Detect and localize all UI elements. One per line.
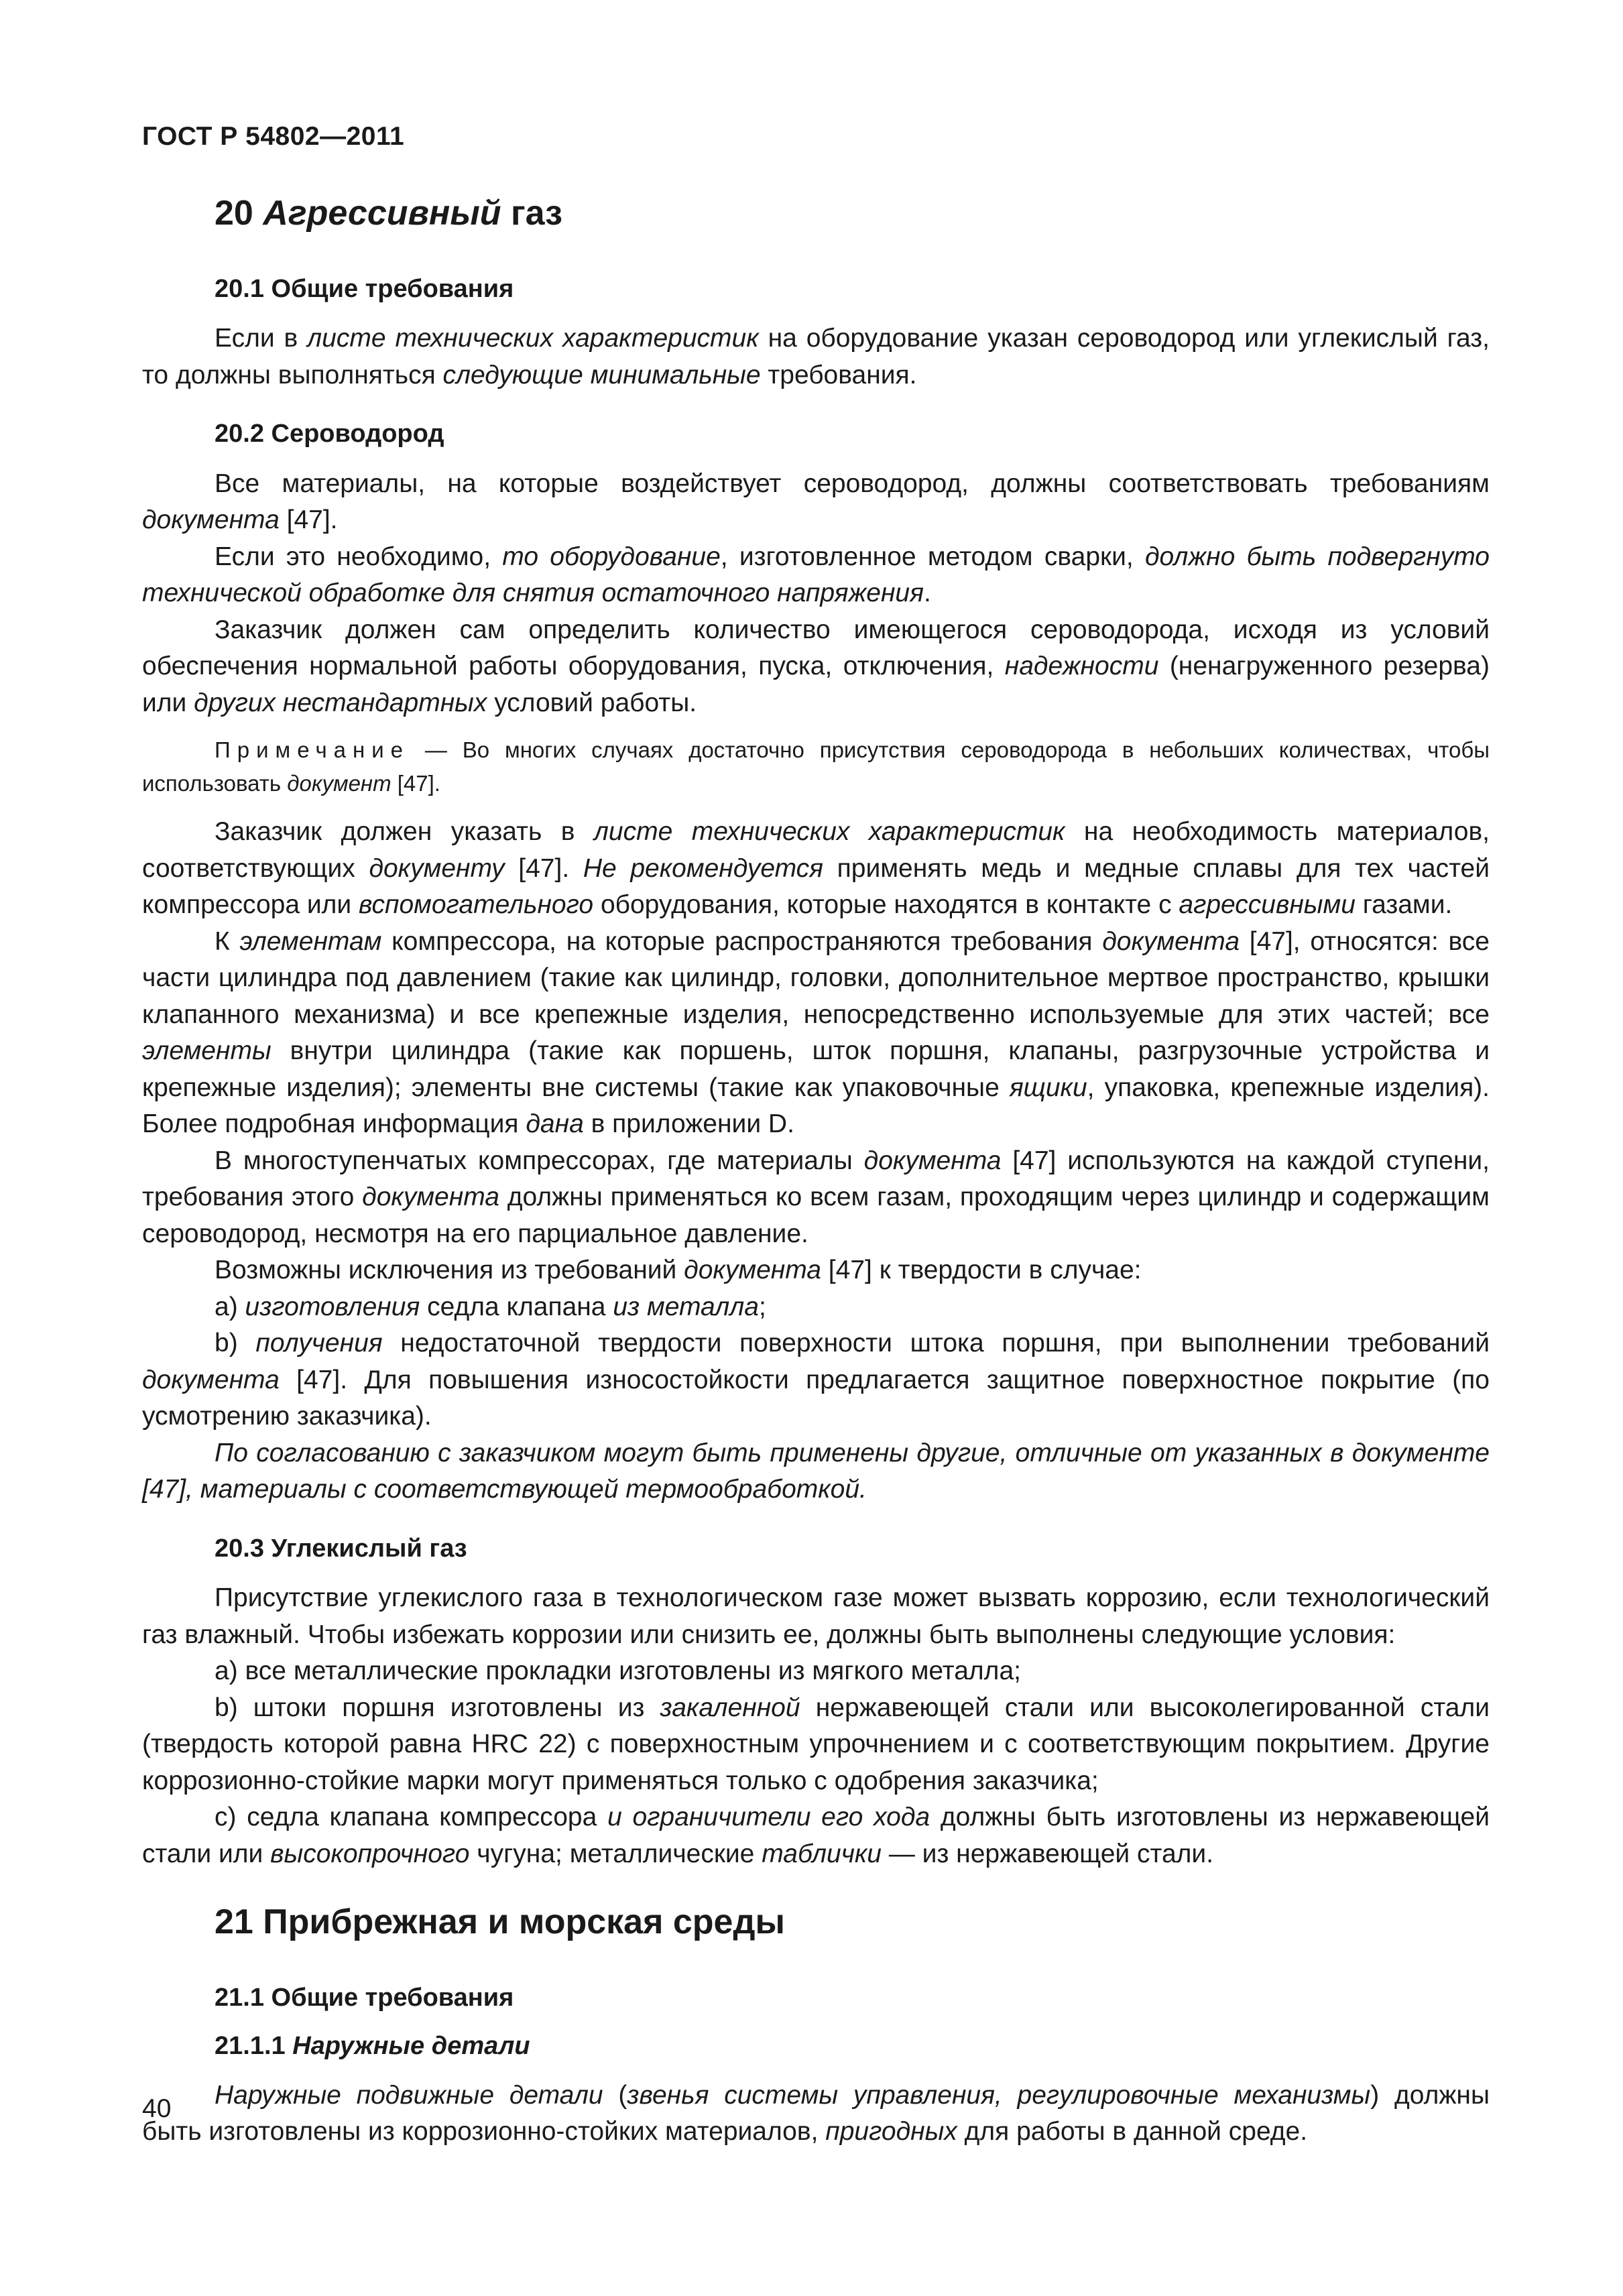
document-header: ГОСТ Р 54802—2011 xyxy=(142,122,405,151)
paragraph: По согласованию с заказчиком могут быть применены другие, отличные от указанных в документе [47], материалы с соответствующей термообработкой. xyxy=(142,1438,1490,1504)
paragraph: Возможны исключения из требований документа [47] к твердости в случае: xyxy=(215,1256,1142,1285)
paragraph: Если это необходимо, то оборудование, изготовленное методом сварки, должно быть подвергнуто технической обработке для снятия остаточного напряжения. xyxy=(142,542,1490,608)
paragraph: Если в листе технических характеристик на оборудование указан сероводород или углекислый газ, то должны выполняться следующие минимальные требования. xyxy=(142,324,1490,389)
list-item: b) получения недостаточной твердости поверхности штока поршня, при выполнении требований документа [47]. Для повышения износостойкости предлагается защитное поверхностное покрытие (по усмотрению заказчика). xyxy=(142,1329,1490,1431)
page-number: 40 xyxy=(142,2094,172,2123)
page-content xyxy=(142,192,1490,2151)
note: Примечание — Во многих случаях достаточно присутствия сероводорода в небольших количествах, чтобы использовать документ [47]. xyxy=(142,737,1490,796)
section-20-2-heading: 20.2 Сероводород xyxy=(215,420,444,448)
paragraph: Наружные подвижные детали (звенья системы управления, регулировочные механизмы) должны быть изготовлены из коррозионно-стойких материалов, пригодных для работы в данной среде. xyxy=(142,2080,1490,2147)
paragraph: Заказчик должен указать в листе технических характеристик на необходимость материалов, соответствующих документу [47]. Не рекомендуется применять медь и медные сплавы для тех частей компрессора или вспомогательного оборудования, которые находятся в контакте с агрессивными газами. xyxy=(142,817,1490,920)
section-20-1-heading: 20.1 Общие требования xyxy=(215,275,514,303)
paragraph: Присутствие углекислого газа в технологическом газе может вызвать коррозию, если технологический газ влажный. Чтобы избежать коррозии или снизить ее, должны быть выполнены следующие условия: xyxy=(142,1583,1490,1649)
section-21-1-1-heading: 21.1.1 Наружные детали xyxy=(215,2031,530,2060)
section-21-1-heading: 21.1 Общие требования xyxy=(215,1984,514,2012)
list-item: а) все металлические прокладки изготовлены из мягкого металла; xyxy=(215,1656,1021,1686)
paragraph: В многоступенчатых компрессорах, где материалы документа [47] используются на каждой ступени, требования этого документа должны применяться ко всем газам, проходящим через цилиндр и содержащим сероводород, несмотря на его парциальное давление. xyxy=(142,1146,1490,1248)
section-21-title: 21 Прибрежная и морская среды xyxy=(215,1902,785,1942)
paragraph: К элементам компрессора, на которые распространяются требования документа [47], относятся: все части цилиндра под давлением (такие как цилиндр, головки, дополнительное мертвое пространство, крышки клапанного механизма) и все крепежные изделия, непосредственно используемые для этих частей; все элементы внутри цилиндра (такие как поршень, шток поршня, клапаны, разгрузочные устройства и крепежные изделия); элементы вне системы (такие как упаковочные ящики, упаковка, крепежные изделия). Более подробная информация дана в приложении D. xyxy=(142,926,1490,1139)
section-20-title: 20 Агрессивный газ xyxy=(215,194,563,233)
list-item: а) изготовления седла клапана из металла; xyxy=(215,1292,766,1321)
list-item: с) седла клапана компрессора и ограничители его хода должны быть изготовлены из нержавеющей стали или высокопрочного чугуна; металлические таблички — из нержавеющей стали. xyxy=(142,1803,1490,1868)
paragraph: Заказчик должен сам определить количество имеющегося сероводорода, исходя из условий обеспечения нормальной работы оборудования, пуска, отключения, надежности (ненагруженного резерва) или других нестандартных условий работы. xyxy=(142,615,1490,717)
section-20-3-heading: 20.3 Углекислый газ xyxy=(215,1534,467,1563)
list-item: b) штоки поршня изготовлены из закаленной нержавеющей стали или высоколегированной стали (твердость которой равна HRC 22) с поверхностным упрочнением и с соответствующим покрытием. Другие коррозионно-стойкие марки могут применяться только с одобрения заказчика; xyxy=(142,1693,1490,1795)
paragraph: Все материалы, на которые воздействует сероводород, должны соответствовать требованиям документа [47]. xyxy=(142,469,1490,535)
